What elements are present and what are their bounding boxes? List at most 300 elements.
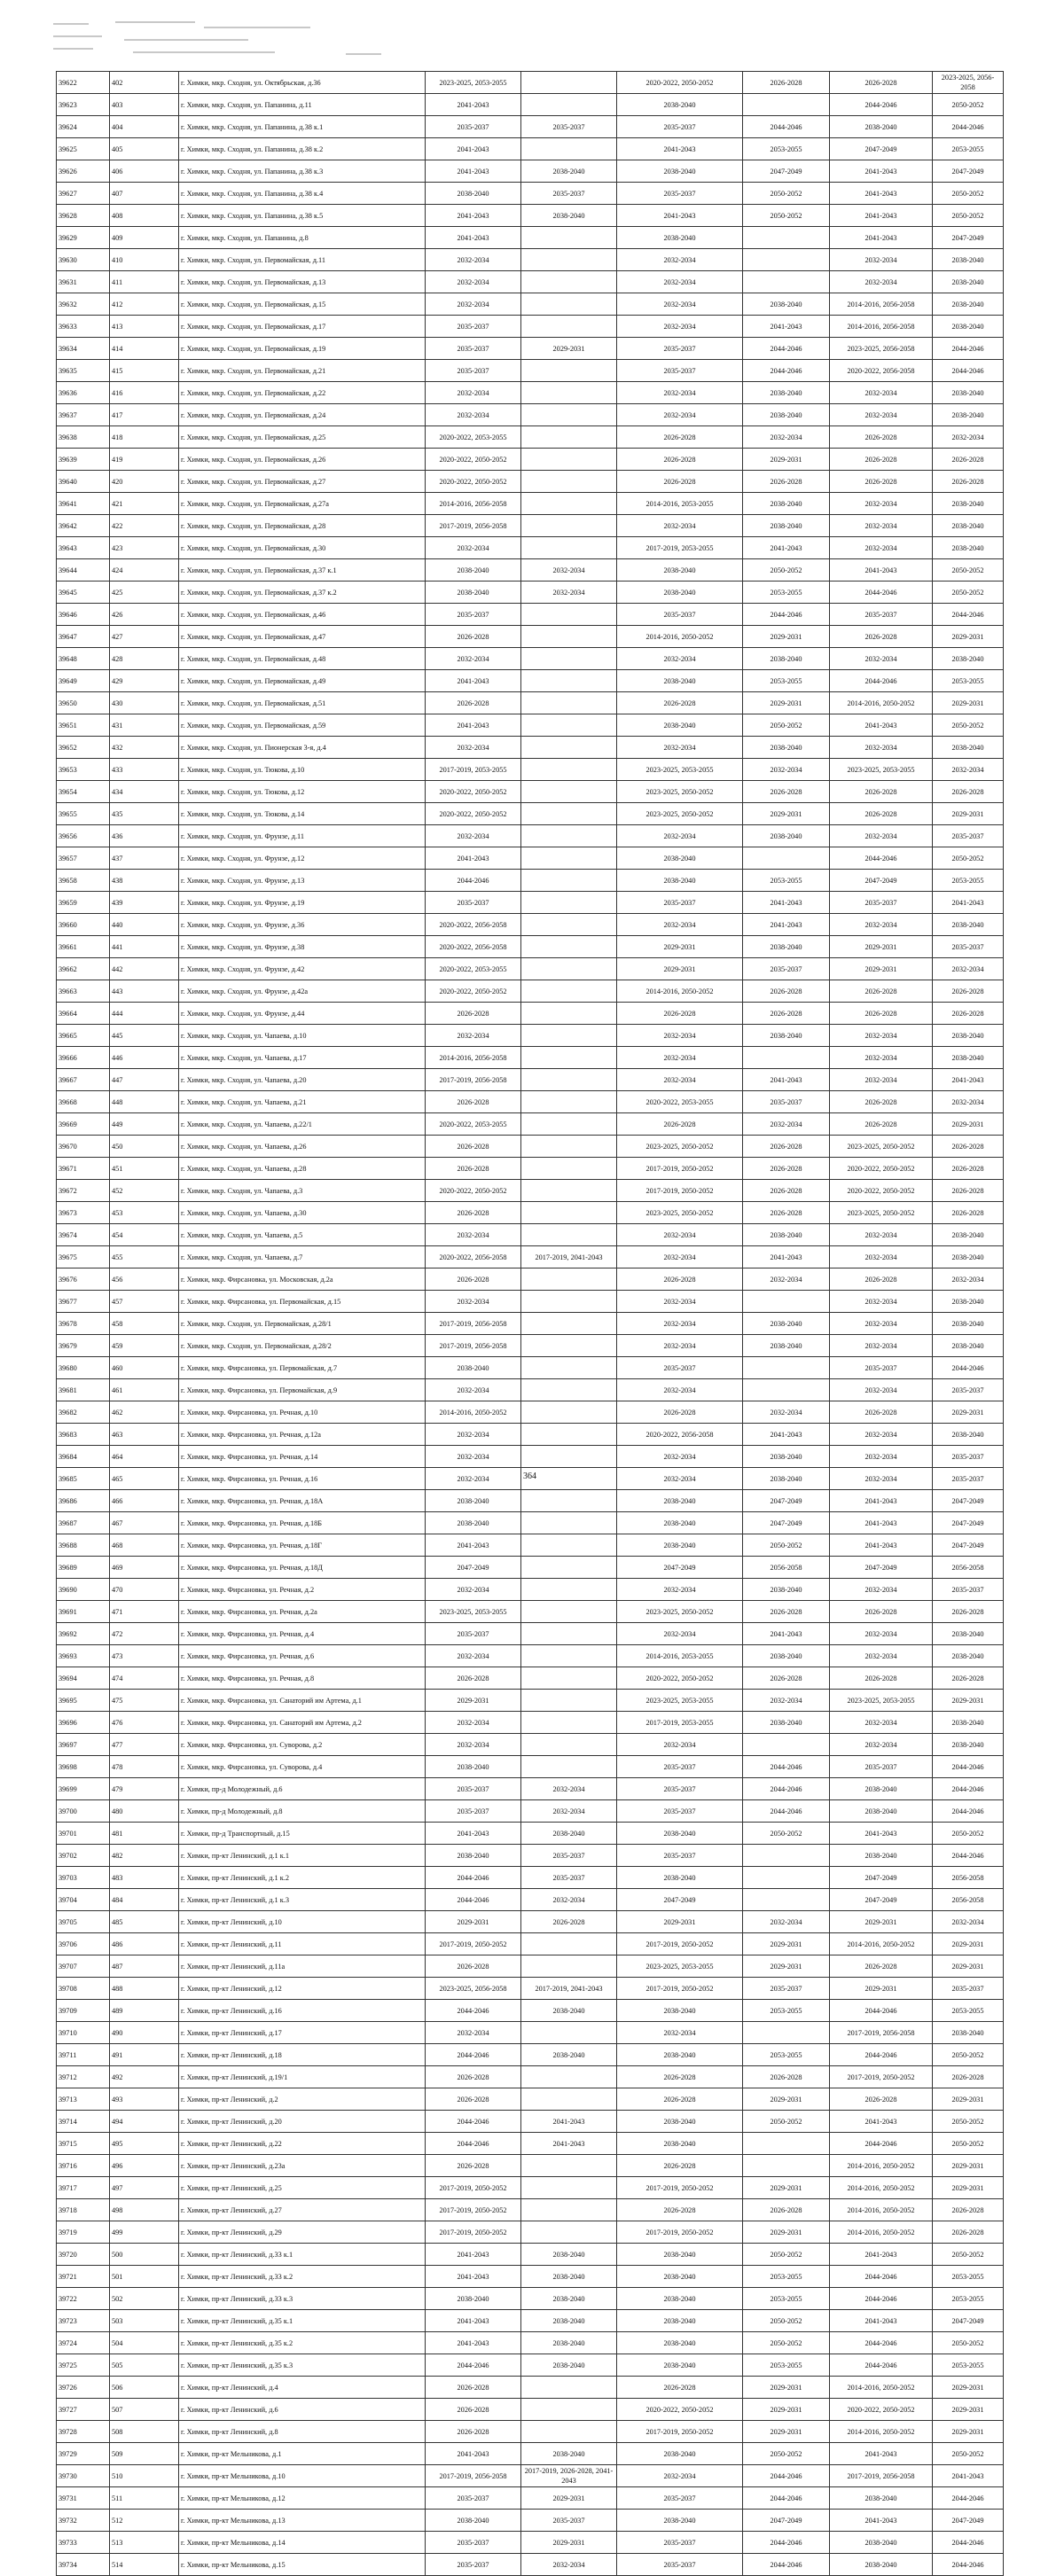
row-address: г. Химки, мкр. Сходня, ул. Первомайская, д.46 — [179, 604, 426, 626]
row-number: 457 — [110, 1291, 179, 1313]
period-col-6: 2029-2031 — [933, 1955, 1004, 1978]
row-address: г. Химки, мкр. Фирсановка, ул. Суворова, д.4 — [179, 1756, 426, 1778]
row-number: 485 — [110, 1911, 179, 1933]
period-col-6: 2047-2049 — [933, 1534, 1004, 1557]
period-col-5: 2041-2043 — [830, 2111, 933, 2133]
row-number: 456 — [110, 1268, 179, 1291]
row-number: 438 — [110, 870, 179, 892]
table-row — [57, 2377, 1004, 2399]
row-id: 39706 — [57, 1933, 110, 1955]
table-row — [57, 1180, 1004, 1202]
row-address: г. Химки, мкр. Сходня, ул. Фрунзе, д.11 — [179, 825, 426, 847]
row-address: г. Химки, мкр. Сходня, ул. Первомайская, д.24 — [179, 404, 426, 426]
period-col-5: 2023-2025, 2050-2052 — [830, 1136, 933, 1158]
period-col-6: 2053-2055 — [933, 2000, 1004, 2022]
row-address: г. Химки, пр-кт Ленинский, д.12 — [179, 1978, 426, 2000]
row-number: 496 — [110, 2155, 179, 2177]
row-id: 39628 — [57, 205, 110, 227]
row-address: г. Химки, пр-кт Ленинский, д.35 к.2 — [179, 2332, 426, 2354]
row-id: 39717 — [57, 2177, 110, 2199]
period-col-5: 2026-2028 — [830, 471, 933, 493]
row-id: 39734 — [57, 2554, 110, 2576]
row-number: 513 — [110, 2532, 179, 2554]
table-row — [57, 249, 1004, 271]
period-col-4: 2026-2028 — [743, 2199, 830, 2221]
period-col-2: 2035-2037 — [521, 116, 617, 138]
period-col-4: 2044-2046 — [743, 116, 830, 138]
row-address: г. Химки, мкр. Сходня, ул. Фрунзе, д.19 — [179, 892, 426, 914]
period-col-4 — [743, 227, 830, 249]
table-row — [57, 293, 1004, 316]
period-col-4: 2029-2031 — [743, 692, 830, 714]
period-col-1: 2026-2028 — [426, 1955, 521, 1978]
period-col-1: 2026-2028 — [426, 1136, 521, 1158]
period-col-5: 2026-2028 — [830, 2088, 933, 2111]
period-col-5: 2014-2016, 2050-2052 — [830, 692, 933, 714]
row-id: 39678 — [57, 1313, 110, 1335]
row-address: г. Химки, мкр. Сходня, ул. Пионерская 3-я, д.4 — [179, 737, 426, 759]
row-address: г. Химки, пр-кт Ленинский, д.23а — [179, 2155, 426, 2177]
row-address: г. Химки, мкр. Сходня, ул. Папанина, д.11 — [179, 94, 426, 116]
period-col-4: 2029-2031 — [743, 1933, 830, 1955]
period-col-6: 2029-2031 — [933, 2088, 1004, 2111]
period-col-1: 2038-2040 — [426, 582, 521, 604]
table-row — [57, 737, 1004, 759]
period-col-1: 2038-2040 — [426, 1490, 521, 1512]
row-number: 512 — [110, 2510, 179, 2532]
row-number: 476 — [110, 1712, 179, 1734]
period-col-3: 2038-2040 — [617, 1490, 743, 1512]
period-col-1: 2044-2046 — [426, 2044, 521, 2066]
period-col-4: 2032-2034 — [743, 1268, 830, 1291]
period-col-4: 2050-2052 — [743, 2310, 830, 2332]
period-col-3: 2035-2037 — [617, 183, 743, 205]
period-col-4: 2041-2043 — [743, 537, 830, 559]
table-row — [57, 404, 1004, 426]
row-id: 39650 — [57, 692, 110, 714]
table-row — [57, 1778, 1004, 1800]
period-col-1: 2026-2028 — [426, 2066, 521, 2088]
row-address: г. Химки, пр-кт Ленинский, д.1 к.2 — [179, 1867, 426, 1889]
table-row — [57, 471, 1004, 493]
period-col-4: 2038-2040 — [743, 1025, 830, 1047]
period-col-1: 2041-2043 — [426, 227, 521, 249]
row-address: г. Химки, пр-д Транспортный, д.15 — [179, 1823, 426, 1845]
period-col-3: 2026-2028 — [617, 2199, 743, 2221]
row-id: 39661 — [57, 936, 110, 958]
table-row — [57, 1424, 1004, 1446]
period-col-3: 2038-2040 — [617, 2044, 743, 2066]
row-id: 39710 — [57, 2022, 110, 2044]
row-number: 435 — [110, 803, 179, 825]
period-col-4: 2044-2046 — [743, 1756, 830, 1778]
period-col-1: 2014-2016, 2056-2058 — [426, 493, 521, 515]
row-id: 39640 — [57, 471, 110, 493]
row-number: 407 — [110, 183, 179, 205]
period-col-2 — [521, 648, 617, 670]
period-col-6: 2038-2040 — [933, 271, 1004, 293]
period-col-6: 2056-2058 — [933, 1557, 1004, 1579]
period-col-1: 2020-2022, 2053-2055 — [426, 1113, 521, 1136]
period-col-5: 2014-2016, 2050-2052 — [830, 2199, 933, 2221]
period-col-4: 2050-2052 — [743, 1823, 830, 1845]
row-id: 39665 — [57, 1025, 110, 1047]
period-col-2: 2038-2040 — [521, 2288, 617, 2310]
row-id: 39637 — [57, 404, 110, 426]
period-col-1: 2026-2028 — [426, 1202, 521, 1224]
row-number: 511 — [110, 2487, 179, 2510]
period-col-3: 2032-2034 — [617, 382, 743, 404]
table-row — [57, 2177, 1004, 2199]
period-col-6: 2029-2031 — [933, 2155, 1004, 2177]
period-col-2: 2041-2043 — [521, 2111, 617, 2133]
period-col-6: 2026-2028 — [933, 1180, 1004, 1202]
period-col-5: 2026-2028 — [830, 426, 933, 449]
row-id: 39686 — [57, 1490, 110, 1512]
period-col-2 — [521, 404, 617, 426]
row-number: 425 — [110, 582, 179, 604]
row-id: 39674 — [57, 1224, 110, 1246]
period-col-5: 2044-2046 — [830, 2044, 933, 2066]
row-address: г. Химки, мкр. Сходня, ул. Первомайская, д.28/1 — [179, 1313, 426, 1335]
row-number: 433 — [110, 759, 179, 781]
row-id: 39727 — [57, 2399, 110, 2421]
table-row — [57, 2421, 1004, 2443]
period-col-5: 2035-2037 — [830, 1756, 933, 1778]
period-col-6: 2044-2046 — [933, 2532, 1004, 2554]
period-col-6: 2038-2040 — [933, 1712, 1004, 1734]
row-id: 39656 — [57, 825, 110, 847]
row-address: г. Химки, мкр. Фирсановка, ул. Речная, д.8 — [179, 1667, 426, 1690]
period-col-3: 2017-2019, 2053-2055 — [617, 537, 743, 559]
row-number: 481 — [110, 1823, 179, 1845]
period-col-6: 2026-2028 — [933, 1601, 1004, 1623]
row-address: г. Химки, мкр. Сходня, ул. Первомайская, д.27а — [179, 493, 426, 515]
period-col-3: 2032-2034 — [617, 293, 743, 316]
period-col-5: 2026-2028 — [830, 1955, 933, 1978]
row-address: г. Химки, мкр. Сходня, ул. Чапаева, д.3 — [179, 1180, 426, 1202]
row-number: 461 — [110, 1379, 179, 1401]
period-col-4: 2029-2031 — [743, 2421, 830, 2443]
table-row — [57, 892, 1004, 914]
row-number: 464 — [110, 1446, 179, 1468]
period-col-3: 2047-2049 — [617, 1557, 743, 1579]
period-col-5: 2020-2022, 2050-2052 — [830, 1180, 933, 1202]
table-row — [57, 1224, 1004, 1246]
row-address: г. Химки, мкр. Фирсановка, ул. Речная, д.16 — [179, 1468, 426, 1490]
row-id: 39688 — [57, 1534, 110, 1557]
period-col-1: 2044-2046 — [426, 2354, 521, 2377]
row-id: 39670 — [57, 1136, 110, 1158]
period-col-3: 2038-2040 — [617, 670, 743, 692]
table-row — [57, 1003, 1004, 1025]
table-row — [57, 582, 1004, 604]
row-address: г. Химки, мкр. Сходня, ул. Фрунзе, д.44 — [179, 1003, 426, 1025]
period-col-6: 2044-2046 — [933, 1800, 1004, 1823]
row-number: 466 — [110, 1490, 179, 1512]
period-col-1: 2041-2043 — [426, 670, 521, 692]
table-row — [57, 138, 1004, 160]
period-col-1: 2020-2022, 2056-2058 — [426, 1246, 521, 1268]
period-col-2: 2017-2019, 2026-2028, 2041-2043 — [521, 2465, 617, 2487]
period-col-4: 2035-2037 — [743, 958, 830, 980]
period-col-4: 2047-2049 — [743, 2510, 830, 2532]
period-col-4: 2041-2043 — [743, 1069, 830, 1091]
period-col-2 — [521, 1113, 617, 1136]
period-col-6: 2029-2031 — [933, 1690, 1004, 1712]
period-col-5: 2041-2043 — [830, 2244, 933, 2266]
period-col-5: 2032-2034 — [830, 1047, 933, 1069]
row-id: 39646 — [57, 604, 110, 626]
period-col-5: 2032-2034 — [830, 1069, 933, 1091]
row-id: 39645 — [57, 582, 110, 604]
period-col-6: 2032-2034 — [933, 1911, 1004, 1933]
row-id: 39658 — [57, 870, 110, 892]
period-col-2 — [521, 1335, 617, 1357]
row-id: 39622 — [57, 72, 110, 94]
period-col-1: 2032-2034 — [426, 1379, 521, 1401]
period-col-2: 2035-2037 — [521, 2510, 617, 2532]
period-col-3: 2038-2040 — [617, 847, 743, 870]
row-number: 432 — [110, 737, 179, 759]
period-col-1: 2038-2040 — [426, 1756, 521, 1778]
table-row — [57, 205, 1004, 227]
period-col-5: 2041-2043 — [830, 2310, 933, 2332]
row-id: 39722 — [57, 2288, 110, 2310]
period-col-4: 2026-2028 — [743, 1667, 830, 1690]
period-col-2 — [521, 1557, 617, 1579]
row-address: г. Химки, мкр. Сходня, ул. Первомайская, д.37 к.1 — [179, 559, 426, 582]
row-number: 502 — [110, 2288, 179, 2310]
period-col-6: 2038-2040 — [933, 2022, 1004, 2044]
period-col-6: 2038-2040 — [933, 1623, 1004, 1645]
row-address: г. Химки, мкр. Сходня, ул. Фрунзе, д.36 — [179, 914, 426, 936]
row-id: 39681 — [57, 1379, 110, 1401]
row-id: 39712 — [57, 2066, 110, 2088]
row-number: 447 — [110, 1069, 179, 1091]
row-number: 434 — [110, 781, 179, 803]
period-col-3: 2038-2040 — [617, 1512, 743, 1534]
period-col-4: 2050-2052 — [743, 714, 830, 737]
period-col-1: 2032-2034 — [426, 293, 521, 316]
period-col-3: 2023-2025, 2053-2055 — [617, 759, 743, 781]
row-address: г. Химки, мкр. Сходня, ул. Октябрьская, д.36 — [179, 72, 426, 94]
period-col-3: 2032-2034 — [617, 1734, 743, 1756]
row-id: 39732 — [57, 2510, 110, 2532]
period-col-4: 2026-2028 — [743, 471, 830, 493]
period-col-4: 2038-2040 — [743, 515, 830, 537]
row-address: г. Химки, мкр. Фирсановка, ул. Речная, д.2 — [179, 1579, 426, 1601]
period-col-4: 2038-2040 — [743, 1645, 830, 1667]
period-col-6: 2038-2040 — [933, 648, 1004, 670]
period-col-5: 2032-2034 — [830, 515, 933, 537]
period-col-1: 2020-2022, 2050-2052 — [426, 781, 521, 803]
row-id: 39647 — [57, 626, 110, 648]
table-row — [57, 1313, 1004, 1335]
period-col-3: 2020-2022, 2050-2052 — [617, 72, 743, 94]
row-address: г. Химки, мкр. Сходня, ул. Тюкова, д.14 — [179, 803, 426, 825]
period-col-4: 2044-2046 — [743, 2532, 830, 2554]
period-col-6: 2047-2049 — [933, 1490, 1004, 1512]
row-address: г. Химки, мкр. Сходня, ул. Чапаева, д.7 — [179, 1246, 426, 1268]
period-col-3: 2038-2040 — [617, 2332, 743, 2354]
row-id: 39675 — [57, 1246, 110, 1268]
row-address: г. Химки, мкр. Фирсановка, ул. Суворова, д.2 — [179, 1734, 426, 1756]
period-col-3: 2029-2031 — [617, 936, 743, 958]
row-id: 39633 — [57, 316, 110, 338]
period-col-6: 2038-2040 — [933, 404, 1004, 426]
period-col-5: 2035-2037 — [830, 1357, 933, 1379]
period-col-2 — [521, 1601, 617, 1623]
row-number: 453 — [110, 1202, 179, 1224]
period-col-5: 2032-2034 — [830, 537, 933, 559]
period-col-5: 2026-2028 — [830, 1113, 933, 1136]
period-col-2 — [521, 1401, 617, 1424]
period-col-3: 2038-2040 — [617, 2111, 743, 2133]
period-col-4 — [743, 847, 830, 870]
period-col-3: 2038-2040 — [617, 714, 743, 737]
period-col-4: 2053-2055 — [743, 2288, 830, 2310]
row-id: 39629 — [57, 227, 110, 249]
period-col-3: 2041-2043 — [617, 138, 743, 160]
period-col-3: 2038-2040 — [617, 227, 743, 249]
table-row — [57, 1800, 1004, 1823]
period-col-2 — [521, 803, 617, 825]
period-col-3: 2026-2028 — [617, 2155, 743, 2177]
period-col-2 — [521, 94, 617, 116]
row-number: 411 — [110, 271, 179, 293]
row-address: г. Химки, мкр. Фирсановка, ул. Речная, д.12а — [179, 1424, 426, 1446]
row-id: 39729 — [57, 2443, 110, 2465]
period-col-4: 2044-2046 — [743, 360, 830, 382]
period-col-3: 2020-2022, 2056-2058 — [617, 1424, 743, 1446]
period-col-6: 2035-2037 — [933, 1579, 1004, 1601]
row-address: г. Химки, мкр. Сходня, ул. Фрунзе, д.13 — [179, 870, 426, 892]
period-col-3: 2014-2016, 2050-2052 — [617, 980, 743, 1003]
table-row — [57, 316, 1004, 338]
period-col-4: 2032-2034 — [743, 759, 830, 781]
row-address: г. Химки, мкр. Сходня, ул. Чапаева, д.20 — [179, 1069, 426, 1091]
row-address: г. Химки, пр-д Молодежный, д.8 — [179, 1800, 426, 1823]
period-col-1: 2032-2034 — [426, 737, 521, 759]
table-row — [57, 2510, 1004, 2532]
table-row — [57, 559, 1004, 582]
row-address: г. Химки, пр-кт Ленинский, д.22 — [179, 2133, 426, 2155]
period-col-1: 2047-2049 — [426, 1557, 521, 1579]
table-row — [57, 2288, 1004, 2310]
period-col-5: 2026-2028 — [830, 1401, 933, 1424]
period-col-5: 2032-2034 — [830, 1379, 933, 1401]
period-col-3: 2035-2037 — [617, 2532, 743, 2554]
period-col-5: 2026-2028 — [830, 1091, 933, 1113]
period-col-2 — [521, 1025, 617, 1047]
period-col-1: 2026-2028 — [426, 692, 521, 714]
period-col-2 — [521, 870, 617, 892]
table-row — [57, 1446, 1004, 1468]
period-col-1: 2017-2019, 2056-2058 — [426, 2465, 521, 2487]
row-address: г. Химки, мкр. Сходня, ул. Первомайская, д.49 — [179, 670, 426, 692]
row-id: 39723 — [57, 2310, 110, 2332]
table-row — [57, 116, 1004, 138]
period-col-6: 2044-2046 — [933, 2554, 1004, 2576]
period-col-1: 2026-2028 — [426, 1667, 521, 1690]
period-col-3: 2026-2028 — [617, 2066, 743, 2088]
table-row — [57, 2443, 1004, 2465]
row-id: 39707 — [57, 1955, 110, 1978]
period-col-6: 2026-2028 — [933, 980, 1004, 1003]
row-number: 497 — [110, 2177, 179, 2199]
period-col-2 — [521, 72, 617, 94]
row-number: 449 — [110, 1113, 179, 1136]
period-col-4 — [743, 1047, 830, 1069]
period-col-3: 2035-2037 — [617, 360, 743, 382]
row-address: г. Химки, мкр. Сходня, ул. Чапаева, д.17 — [179, 1047, 426, 1069]
row-number: 483 — [110, 1867, 179, 1889]
row-number: 499 — [110, 2221, 179, 2244]
period-col-5: 2014-2016, 2050-2052 — [830, 2177, 933, 2199]
period-col-3: 2026-2028 — [617, 1113, 743, 1136]
row-address: г. Химки, мкр. Сходня, ул. Первомайская, д.21 — [179, 360, 426, 382]
row-address: г. Химки, мкр. Фирсановка, ул. Речная, д.2а — [179, 1601, 426, 1623]
row-id: 39691 — [57, 1601, 110, 1623]
table-row — [57, 160, 1004, 183]
row-address: г. Химки, мкр. Сходня, ул. Чапаева, д.21 — [179, 1091, 426, 1113]
row-id: 39627 — [57, 183, 110, 205]
table-row — [57, 1091, 1004, 1113]
period-col-5: 2032-2034 — [830, 249, 933, 271]
row-id: 39685 — [57, 1468, 110, 1490]
row-number: 492 — [110, 2066, 179, 2088]
period-col-4 — [743, 1734, 830, 1756]
period-col-5: 2032-2034 — [830, 1734, 933, 1756]
period-col-4: 2038-2040 — [743, 404, 830, 426]
period-col-2 — [521, 2155, 617, 2177]
period-col-1: 2032-2034 — [426, 648, 521, 670]
period-col-4: 2032-2034 — [743, 426, 830, 449]
period-col-1: 2029-2031 — [426, 1911, 521, 1933]
period-col-2: 2038-2040 — [521, 2000, 617, 2022]
period-col-6: 2029-2031 — [933, 626, 1004, 648]
period-col-3: 2023-2025, 2050-2052 — [617, 781, 743, 803]
period-col-2 — [521, 1291, 617, 1313]
period-col-6: 2029-2031 — [933, 2177, 1004, 2199]
period-col-3: 2032-2034 — [617, 1623, 743, 1645]
row-id: 39700 — [57, 1800, 110, 1823]
row-address: г. Химки, пр-кт Ленинский, д.35 к.3 — [179, 2354, 426, 2377]
row-address: г. Химки, мкр. Сходня, ул. Чапаева, д.26 — [179, 1136, 426, 1158]
period-col-3: 2032-2034 — [617, 316, 743, 338]
row-id: 39684 — [57, 1446, 110, 1468]
period-col-2 — [521, 360, 617, 382]
period-col-2 — [521, 138, 617, 160]
row-id: 39663 — [57, 980, 110, 1003]
period-col-3: 2032-2034 — [617, 648, 743, 670]
row-number: 402 — [110, 72, 179, 94]
row-id: 39679 — [57, 1335, 110, 1357]
period-col-2 — [521, 626, 617, 648]
table-row — [57, 1335, 1004, 1357]
period-col-5: 2032-2034 — [830, 648, 933, 670]
period-col-4: 2038-2040 — [743, 1468, 830, 1490]
row-id: 39639 — [57, 449, 110, 471]
row-id: 39683 — [57, 1424, 110, 1446]
period-col-4: 2053-2055 — [743, 138, 830, 160]
period-col-3: 2032-2034 — [617, 1025, 743, 1047]
period-col-6: 2038-2040 — [933, 515, 1004, 537]
period-col-2 — [521, 714, 617, 737]
table-row — [57, 1579, 1004, 1601]
period-col-3: 2035-2037 — [617, 2487, 743, 2510]
